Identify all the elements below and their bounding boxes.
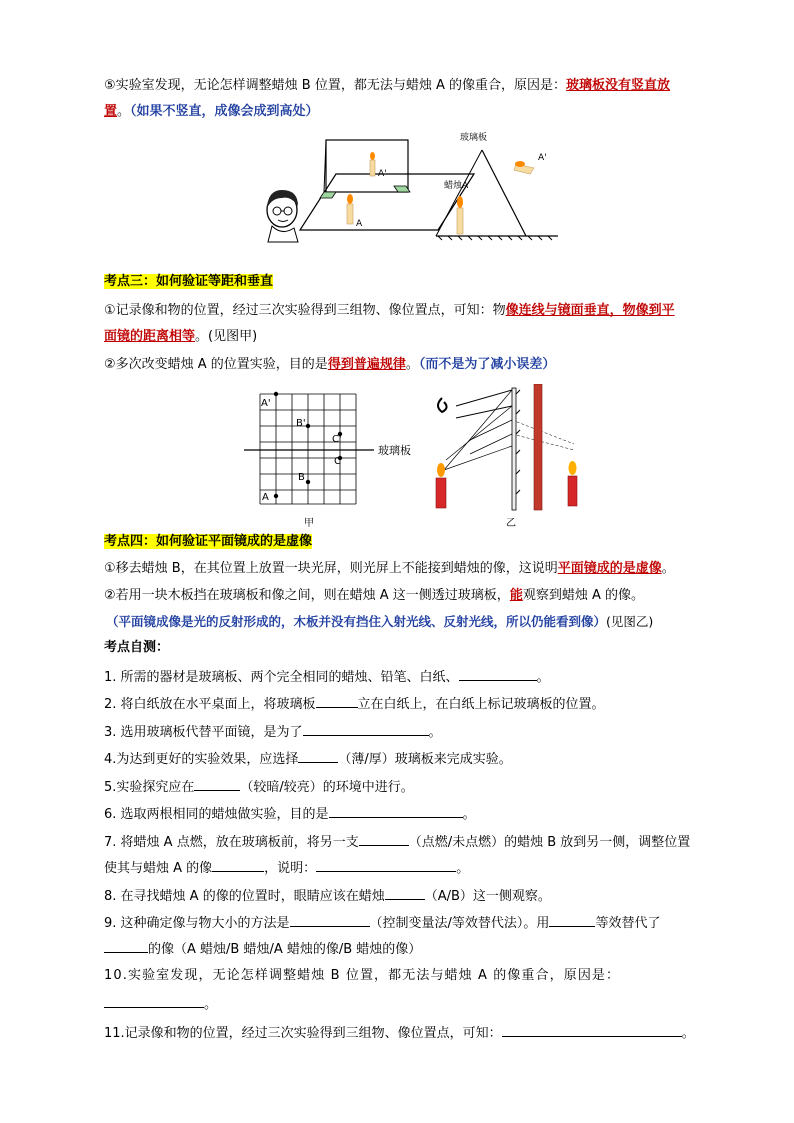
q2 (104, 693, 605, 715)
q3-blank[interactable] (303, 721, 429, 736)
q9-text-c: 等效替代了 (595, 916, 661, 931)
label-a: A (356, 219, 363, 229)
q6-text: 6. 选取两根相同的蜡烛做实验，目的是 (104, 807, 329, 822)
kp4-p2-line (104, 586, 644, 606)
sec5-answer: 玻璃板没有竖直放 (566, 78, 671, 93)
kp3-p1-line2 (104, 327, 257, 347)
teacher-cartoon-icon (267, 190, 298, 242)
q7-line1 (104, 831, 690, 853)
grid-label-a: A (262, 492, 269, 503)
kp3-p1-tail: 。(见图甲) (195, 329, 258, 344)
kp4-p1-period: 。 (661, 561, 675, 576)
q6-blank[interactable] (329, 803, 463, 818)
kp3-p2-answer: 得到普遍规律 (327, 357, 406, 372)
q4-text: 4.为达到更好的实验效果，应选择 (104, 752, 299, 767)
kp3-p2-text: ②多次改变蜡烛 A 的位置实验，目的是 (104, 357, 328, 372)
kp4-p1-text: ①移去蜡烛 B，在其位置上放置一块光屏，则光屏上不能接到蜡烛的像，这说明 (104, 561, 558, 576)
kp4-title-line (104, 532, 312, 552)
q4 (104, 748, 512, 770)
q9-blank-3[interactable] (104, 938, 148, 953)
q7-blank-3[interactable] (316, 857, 456, 872)
grid-label-a-prime: A' (261, 398, 271, 409)
sec5-line2 (104, 102, 319, 122)
q7-text-b: （点燃/未点燃）的蜡烛 B 放到另一侧，调整位置 (408, 835, 691, 850)
kp3-title-line (104, 272, 273, 292)
sec5-text: ⑤实验室发现，无论怎样调整蜡烛 B 位置，都无法与蜡烛 A 的像重合，原因是： (104, 78, 566, 93)
kp3-p1-line1 (104, 301, 675, 321)
figure-candle-tilted-glass (258, 132, 558, 244)
kp4-p2-text: ②若用一块木板挡在玻璃板和像之间，则在蜡烛 A 这一侧透过玻璃板， (104, 588, 510, 603)
q11-text: 11.记录像和物的位置，经过三次实验得到三组物、像位置点，可知： (104, 1026, 502, 1041)
selftest-title-line (104, 638, 169, 658)
q11 (104, 1022, 695, 1044)
q1 (104, 666, 550, 688)
q8-blank[interactable] (385, 885, 425, 900)
q9-text: 9. 这种确定像与物大小的方法是 (104, 916, 290, 931)
sec5-line1 (104, 76, 670, 96)
q7-blank-1[interactable] (359, 831, 409, 846)
figure-grid-and-mirror (244, 384, 594, 530)
q10-line1 (104, 966, 620, 986)
caption-jia: 甲 (304, 518, 314, 529)
kp4-p3-line (106, 612, 653, 632)
q9-text-b: （控制变量法/等效替代法）。用 (369, 916, 550, 931)
q9-blank-1[interactable] (290, 912, 370, 927)
q9-text-d: 的像（A 蜡烛/B 蜡烛/A 蜡烛的像/B 蜡烛的像） (148, 942, 422, 957)
sec5-answer-cont: 置 (104, 104, 118, 119)
tilted-glass-diagram (436, 150, 558, 240)
q9-line1 (104, 912, 660, 934)
q1-blank[interactable] (459, 666, 537, 681)
q3-tail: 。 (428, 725, 442, 740)
caption-yi: 乙 (506, 518, 516, 529)
q1-tail: 。 (536, 670, 550, 685)
kp3-p2-period: 。 (405, 357, 419, 372)
q11-tail: 。 (681, 1026, 695, 1041)
q5-text: 5.实验探究应在 (104, 780, 195, 795)
label-a-prime-right: A' (538, 153, 547, 163)
mirror-reflection-diagram (436, 384, 577, 510)
grid-label-b-prime: B' (296, 418, 306, 429)
label-a-prime: A' (378, 169, 387, 179)
kp4-p1-answer: 平面镜成的是虚像 (557, 561, 662, 576)
q5-blank[interactable] (194, 776, 240, 791)
sec5-note: （如果不竖直，成像会成到高处） (130, 104, 319, 119)
kp3-p1-answer: 像连线与镜面垂直，物像到平 (505, 303, 675, 318)
q1-text: 1. 所需的器材是玻璃板、两个完全相同的蜡烛、铅笔、白纸、 (104, 670, 459, 685)
q8 (104, 885, 551, 907)
sec5-period: 。 (117, 104, 131, 119)
q2-text: 2. 将白纸放在水平桌面上，将玻璃板 (104, 697, 316, 712)
label-candle-a: 蜡烛A (444, 181, 469, 191)
q10-blank[interactable] (104, 993, 204, 1008)
kp4-p3-tail: (见图乙) (606, 614, 654, 629)
label-glass: 玻璃板 (460, 133, 488, 143)
q8-text: 8. 在寻找蜡烛 A 的像的位置时，眼睛应该在蜡烛 (104, 889, 385, 904)
q10-line2 (104, 993, 217, 1015)
selftest-title: 考点自测： (104, 640, 170, 655)
q7-line2 (104, 857, 469, 879)
kp3-p1-answer-cont: 面镜的距离相等 (104, 329, 196, 344)
q3-text: 3. 选用玻璃板代替平面镜，是为了 (104, 725, 303, 740)
q6 (104, 803, 476, 825)
q8-tail: （A/B）这一侧观察。 (424, 889, 551, 904)
q7-blank-2[interactable] (212, 857, 264, 872)
kp4-p3-note: （平面镜成像是光的反射形成的，木板并没有挡住入射光线、反射光线，所以仍能看到像） (106, 614, 607, 629)
grid-label-b: B (298, 472, 305, 483)
kp3-title: 考点三：如何验证等距和垂直 (104, 274, 274, 289)
q2-tail: 立在白纸上，在白纸上标记玻璃板的位置。 (357, 697, 605, 712)
q3 (104, 721, 442, 743)
kp4-p2-tail: 观察到蜡烛 A 的像。 (522, 588, 644, 603)
kp4-p1-line (104, 559, 675, 579)
q9-line2 (104, 938, 421, 960)
q2-blank[interactable] (316, 693, 358, 708)
q5-tail: （较暗/较亮）的环境中进行。 (240, 780, 414, 795)
q5 (104, 776, 414, 798)
q6-tail: 。 (462, 807, 476, 822)
q10-text: 10.实验室发现，无论怎样调整蜡烛 B 位置，都无法与蜡烛 A 的像重合，原因是： (104, 968, 621, 983)
grid-label-c: C (334, 456, 341, 467)
kp4-title: 考点四：如何验证平面镜成的是虚像 (104, 534, 313, 549)
q7-tail: 。 (456, 861, 470, 876)
q7-text-d: ，说明： (264, 861, 317, 876)
q10-tail: 。 (204, 997, 218, 1012)
kp4-p2-answer: 能 (509, 588, 523, 603)
q7-text: 7. 将蜡烛 A 点燃，放在玻璃板前，将另一支 (104, 835, 359, 850)
q4-tail: （薄/厚）玻璃板来完成实验。 (338, 752, 512, 767)
kp3-p2-note: （而不是为了减小误差） (418, 357, 556, 372)
q4-blank[interactable] (298, 748, 338, 763)
kp3-p1-text: ①记录像和物的位置，经过三次实验得到三组物、像位置点，可知：物 (104, 303, 506, 318)
q9-blank-2[interactable] (549, 912, 595, 927)
grid-glass-label: 玻璃板 (378, 444, 411, 457)
kp3-p2-line (104, 355, 555, 375)
q11-blank[interactable] (502, 1022, 682, 1037)
q7-text-c: 使其与蜡烛 A 的像 (104, 861, 213, 876)
grid-label-c-prime: C' (332, 434, 342, 445)
